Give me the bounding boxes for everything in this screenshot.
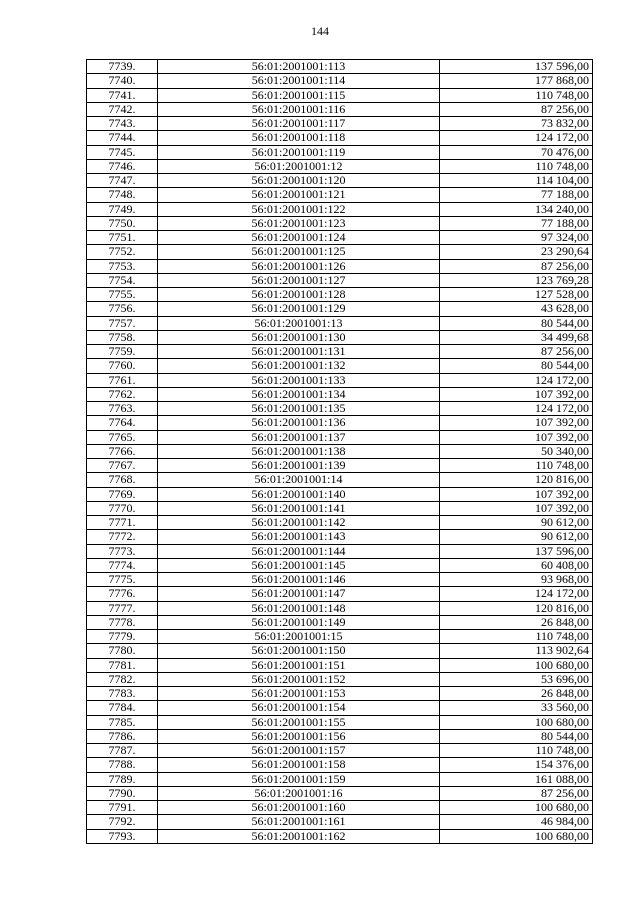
table-row: [87, 174, 593, 188]
row-number-cell: 7773.: [87, 544, 158, 558]
cadastral-number-cell: 56:01:2001001:120: [158, 174, 440, 188]
table-row: [87, 615, 593, 629]
cadastral-value-cell: 110 748,00: [440, 744, 593, 758]
row-number-cell: 7785.: [87, 715, 158, 729]
cadastral-number-cell: 56:01:2001001:151: [158, 658, 440, 672]
row-number-cell: 7772.: [87, 530, 158, 544]
cadastral-number-cell: 56:01:2001001:125: [158, 245, 440, 259]
row-number-cell: 7742.: [87, 102, 158, 116]
cadastral-number-cell: 56:01:2001001:15: [158, 630, 440, 644]
cadastral-value-cell: 90 612,00: [440, 516, 593, 530]
table-row: [87, 701, 593, 715]
row-number-cell: 7775.: [87, 573, 158, 587]
row-number-cell: 7778.: [87, 615, 158, 629]
cadastral-value-cell: 110 748,00: [440, 630, 593, 644]
cadastral-number-cell: 56:01:2001001:147: [158, 587, 440, 601]
cadastral-number-cell: 56:01:2001001:146: [158, 573, 440, 587]
cadastral-number-cell: 56:01:2001001:162: [158, 829, 440, 843]
row-number-cell: 7784.: [87, 701, 158, 715]
row-number-cell: 7741.: [87, 88, 158, 102]
cadastral-number-cell: 56:01:2001001:152: [158, 672, 440, 686]
row-number-cell: 7776.: [87, 587, 158, 601]
cadastral-value-cell: 87 256,00: [440, 102, 593, 116]
cadastral-value-cell: 120 816,00: [440, 473, 593, 487]
cadastral-value-cell: 53 696,00: [440, 672, 593, 686]
cadastral-value-cell: 80 544,00: [440, 359, 593, 373]
cadastral-value-cell: 107 392,00: [440, 501, 593, 515]
cadastral-value-cell: 87 256,00: [440, 259, 593, 273]
cadastral-number-cell: 56:01:2001001:159: [158, 772, 440, 786]
row-number-cell: 7744.: [87, 131, 158, 145]
cadastral-value-cell: 70 476,00: [440, 145, 593, 159]
cadastral-value-cell: 97 324,00: [440, 231, 593, 245]
table-row: [87, 259, 593, 273]
cadastral-value-cell: 87 256,00: [440, 345, 593, 359]
table-row: [87, 501, 593, 515]
table-row: [87, 516, 593, 530]
table-row: [87, 74, 593, 88]
table-row: [87, 288, 593, 302]
cadastral-number-cell: 56:01:2001001:121: [158, 188, 440, 202]
row-number-cell: 7745.: [87, 145, 158, 159]
table-row: [87, 558, 593, 572]
cadastral-value-cell: 87 256,00: [440, 786, 593, 800]
cadastral-number-cell: 56:01:2001001:155: [158, 715, 440, 729]
row-number-cell: 7789.: [87, 772, 158, 786]
table-row: [87, 630, 593, 644]
table-row: [87, 60, 593, 74]
cadastral-value-table: [86, 59, 593, 844]
table-row: [87, 573, 593, 587]
cadastral-number-cell: 56:01:2001001:141: [158, 501, 440, 515]
row-number-cell: 7762.: [87, 387, 158, 401]
row-number-cell: 7746.: [87, 159, 158, 173]
cadastral-value-cell: 107 392,00: [440, 416, 593, 430]
table-row: [87, 359, 593, 373]
cadastral-number-cell: 56:01:2001001:12: [158, 159, 440, 173]
row-number-cell: 7755.: [87, 288, 158, 302]
row-number-cell: 7764.: [87, 416, 158, 430]
cadastral-value-cell: 100 680,00: [440, 829, 593, 843]
row-number-cell: 7783.: [87, 687, 158, 701]
cadastral-number-cell: 56:01:2001001:127: [158, 273, 440, 287]
table-row: [87, 273, 593, 287]
cadastral-number-cell: 56:01:2001001:13: [158, 316, 440, 330]
table-row: [87, 786, 593, 800]
row-number-cell: 7739.: [87, 60, 158, 74]
row-number-cell: 7769.: [87, 487, 158, 501]
row-number-cell: 7747.: [87, 174, 158, 188]
cadastral-number-cell: 56:01:2001001:144: [158, 544, 440, 558]
cadastral-value-cell: 154 376,00: [440, 758, 593, 772]
cadastral-number-cell: 56:01:2001001:154: [158, 701, 440, 715]
table-row: [87, 302, 593, 316]
table-row: [87, 715, 593, 729]
table-row: [87, 345, 593, 359]
cadastral-value-cell: 110 748,00: [440, 159, 593, 173]
cadastral-number-cell: 56:01:2001001:132: [158, 359, 440, 373]
table-row: [87, 587, 593, 601]
table-row: [87, 145, 593, 159]
cadastral-number-cell: 56:01:2001001:153: [158, 687, 440, 701]
row-number-cell: 7788.: [87, 758, 158, 772]
table-row: [87, 102, 593, 116]
row-number-cell: 7786.: [87, 729, 158, 743]
table-row: [87, 530, 593, 544]
table-row: [87, 744, 593, 758]
row-number-cell: 7760.: [87, 359, 158, 373]
cadastral-value-cell: 26 848,00: [440, 687, 593, 701]
cadastral-value-cell: 177 868,00: [440, 74, 593, 88]
cadastral-number-cell: 56:01:2001001:149: [158, 615, 440, 629]
row-number-cell: 7761.: [87, 373, 158, 387]
row-number-cell: 7780.: [87, 644, 158, 658]
cadastral-number-cell: 56:01:2001001:126: [158, 259, 440, 273]
cadastral-number-cell: 56:01:2001001:157: [158, 744, 440, 758]
cadastral-value-cell: 80 544,00: [440, 729, 593, 743]
row-number-cell: 7793.: [87, 829, 158, 843]
table-row: [87, 373, 593, 387]
row-number-cell: 7767.: [87, 459, 158, 473]
cadastral-value-cell: 123 769,28: [440, 273, 593, 287]
cadastral-number-cell: 56:01:2001001:156: [158, 729, 440, 743]
cadastral-number-cell: 56:01:2001001:139: [158, 459, 440, 473]
table-row: [87, 829, 593, 843]
page-number: 144: [311, 24, 329, 38]
cadastral-value-cell: 114 104,00: [440, 174, 593, 188]
cadastral-value-cell: 124 172,00: [440, 402, 593, 416]
table-row: [87, 430, 593, 444]
cadastral-value-cell: 100 680,00: [440, 715, 593, 729]
table-row: [87, 188, 593, 202]
row-number-cell: 7770.: [87, 501, 158, 515]
cadastral-number-cell: 56:01:2001001:129: [158, 302, 440, 316]
cadastral-value-cell: 26 848,00: [440, 615, 593, 629]
cadastral-number-cell: 56:01:2001001:130: [158, 330, 440, 344]
cadastral-value-cell: 110 748,00: [440, 88, 593, 102]
row-number-cell: 7765.: [87, 430, 158, 444]
cadastral-value-cell: 100 680,00: [440, 801, 593, 815]
cadastral-value-cell: 77 188,00: [440, 188, 593, 202]
table-row: [87, 601, 593, 615]
table-row: [87, 644, 593, 658]
cadastral-number-cell: 56:01:2001001:160: [158, 801, 440, 815]
cadastral-number-cell: 56:01:2001001:133: [158, 373, 440, 387]
table-row: [87, 131, 593, 145]
table-row: [87, 231, 593, 245]
row-number-cell: 7791.: [87, 801, 158, 815]
cadastral-number-cell: 56:01:2001001:142: [158, 516, 440, 530]
cadastral-value-cell: 93 968,00: [440, 573, 593, 587]
row-number-cell: 7779.: [87, 630, 158, 644]
row-number-cell: 7777.: [87, 601, 158, 615]
cadastral-value-cell: 50 340,00: [440, 444, 593, 458]
cadastral-number-cell: 56:01:2001001:119: [158, 145, 440, 159]
cadastral-value-cell: 34 499,68: [440, 330, 593, 344]
table-row: [87, 544, 593, 558]
cadastral-value-cell: 107 392,00: [440, 430, 593, 444]
row-number-cell: 7750.: [87, 216, 158, 230]
cadastral-value-cell: 161 088,00: [440, 772, 593, 786]
cadastral-number-cell: 56:01:2001001:143: [158, 530, 440, 544]
table-row: [87, 330, 593, 344]
cadastral-number-cell: 56:01:2001001:158: [158, 758, 440, 772]
cadastral-value-cell: 124 172,00: [440, 131, 593, 145]
row-number-cell: 7790.: [87, 786, 158, 800]
cadastral-value-cell: 124 172,00: [440, 373, 593, 387]
table-row: [87, 459, 593, 473]
row-number-cell: 7782.: [87, 672, 158, 686]
cadastral-value-cell: 134 240,00: [440, 202, 593, 216]
cadastral-value-cell: 60 408,00: [440, 558, 593, 572]
cadastral-value-cell: 107 392,00: [440, 487, 593, 501]
table-row: [87, 416, 593, 430]
row-number-cell: 7763.: [87, 402, 158, 416]
cadastral-value-cell: 80 544,00: [440, 316, 593, 330]
cadastral-number-cell: 56:01:2001001:137: [158, 430, 440, 444]
cadastral-value-cell: 120 816,00: [440, 601, 593, 615]
cadastral-number-cell: 56:01:2001001:122: [158, 202, 440, 216]
table-row: [87, 316, 593, 330]
row-number-cell: 7752.: [87, 245, 158, 259]
cadastral-number-cell: 56:01:2001001:138: [158, 444, 440, 458]
table-row: [87, 658, 593, 672]
row-number-cell: 7757.: [87, 316, 158, 330]
cadastral-number-cell: 56:01:2001001:161: [158, 815, 440, 829]
table-row: [87, 687, 593, 701]
table-body: [87, 60, 593, 844]
table-row: [87, 159, 593, 173]
cadastral-value-cell: 43 628,00: [440, 302, 593, 316]
cadastral-number-cell: 56:01:2001001:115: [158, 88, 440, 102]
cadastral-number-cell: 56:01:2001001:116: [158, 102, 440, 116]
cadastral-number-cell: 56:01:2001001:131: [158, 345, 440, 359]
row-number-cell: 7740.: [87, 74, 158, 88]
row-number-cell: 7748.: [87, 188, 158, 202]
table-row: [87, 245, 593, 259]
cadastral-value-cell: 90 612,00: [440, 530, 593, 544]
table-row: [87, 729, 593, 743]
table-row: [87, 672, 593, 686]
table-row: [87, 815, 593, 829]
cadastral-value-cell: 73 832,00: [440, 117, 593, 131]
row-number-cell: 7756.: [87, 302, 158, 316]
cadastral-number-cell: 56:01:2001001:148: [158, 601, 440, 615]
cadastral-value-cell: 137 596,00: [440, 544, 593, 558]
row-number-cell: 7751.: [87, 231, 158, 245]
table-row: [87, 88, 593, 102]
row-number-cell: 7753.: [87, 259, 158, 273]
row-number-cell: 7768.: [87, 473, 158, 487]
row-number-cell: 7771.: [87, 516, 158, 530]
cadastral-number-cell: 56:01:2001001:14: [158, 473, 440, 487]
row-number-cell: 7749.: [87, 202, 158, 216]
cadastral-number-cell: 56:01:2001001:134: [158, 387, 440, 401]
cadastral-value-cell: 137 596,00: [440, 60, 593, 74]
table-row: [87, 772, 593, 786]
cadastral-value-cell: 23 290,64: [440, 245, 593, 259]
row-number-cell: 7758.: [87, 330, 158, 344]
cadastral-number-cell: 56:01:2001001:117: [158, 117, 440, 131]
cadastral-number-cell: 56:01:2001001:118: [158, 131, 440, 145]
cadastral-value-cell: 124 172,00: [440, 587, 593, 601]
cadastral-number-cell: 56:01:2001001:135: [158, 402, 440, 416]
cadastral-number-cell: 56:01:2001001:128: [158, 288, 440, 302]
cadastral-number-cell: 56:01:2001001:16: [158, 786, 440, 800]
row-number-cell: 7774.: [87, 558, 158, 572]
table-row: [87, 117, 593, 131]
cadastral-number-cell: 56:01:2001001:113: [158, 60, 440, 74]
row-number-cell: 7759.: [87, 345, 158, 359]
cadastral-value-cell: 46 984,00: [440, 815, 593, 829]
table-row: [87, 801, 593, 815]
table-row: [87, 487, 593, 501]
cadastral-number-cell: 56:01:2001001:136: [158, 416, 440, 430]
row-number-cell: 7787.: [87, 744, 158, 758]
row-number-cell: 7781.: [87, 658, 158, 672]
table-row: [87, 473, 593, 487]
cadastral-value-cell: 113 902,64: [440, 644, 593, 658]
cadastral-value-cell: 107 392,00: [440, 387, 593, 401]
row-number-cell: 7743.: [87, 117, 158, 131]
table-row: [87, 387, 593, 401]
cadastral-value-cell: 100 680,00: [440, 658, 593, 672]
cadastral-value-cell: 127 528,00: [440, 288, 593, 302]
cadastral-number-cell: 56:01:2001001:114: [158, 74, 440, 88]
cadastral-number-cell: 56:01:2001001:124: [158, 231, 440, 245]
table-row: [87, 444, 593, 458]
table-row: [87, 202, 593, 216]
cadastral-value-cell: 77 188,00: [440, 216, 593, 230]
cadastral-value-cell: 33 560,00: [440, 701, 593, 715]
row-number-cell: 7792.: [87, 815, 158, 829]
cadastral-value-cell: 110 748,00: [440, 459, 593, 473]
table-row: [87, 402, 593, 416]
table-row: [87, 758, 593, 772]
cadastral-number-cell: 56:01:2001001:123: [158, 216, 440, 230]
cadastral-number-cell: 56:01:2001001:150: [158, 644, 440, 658]
table-row: [87, 216, 593, 230]
row-number-cell: 7766.: [87, 444, 158, 458]
row-number-cell: 7754.: [87, 273, 158, 287]
cadastral-number-cell: 56:01:2001001:145: [158, 558, 440, 572]
cadastral-number-cell: 56:01:2001001:140: [158, 487, 440, 501]
